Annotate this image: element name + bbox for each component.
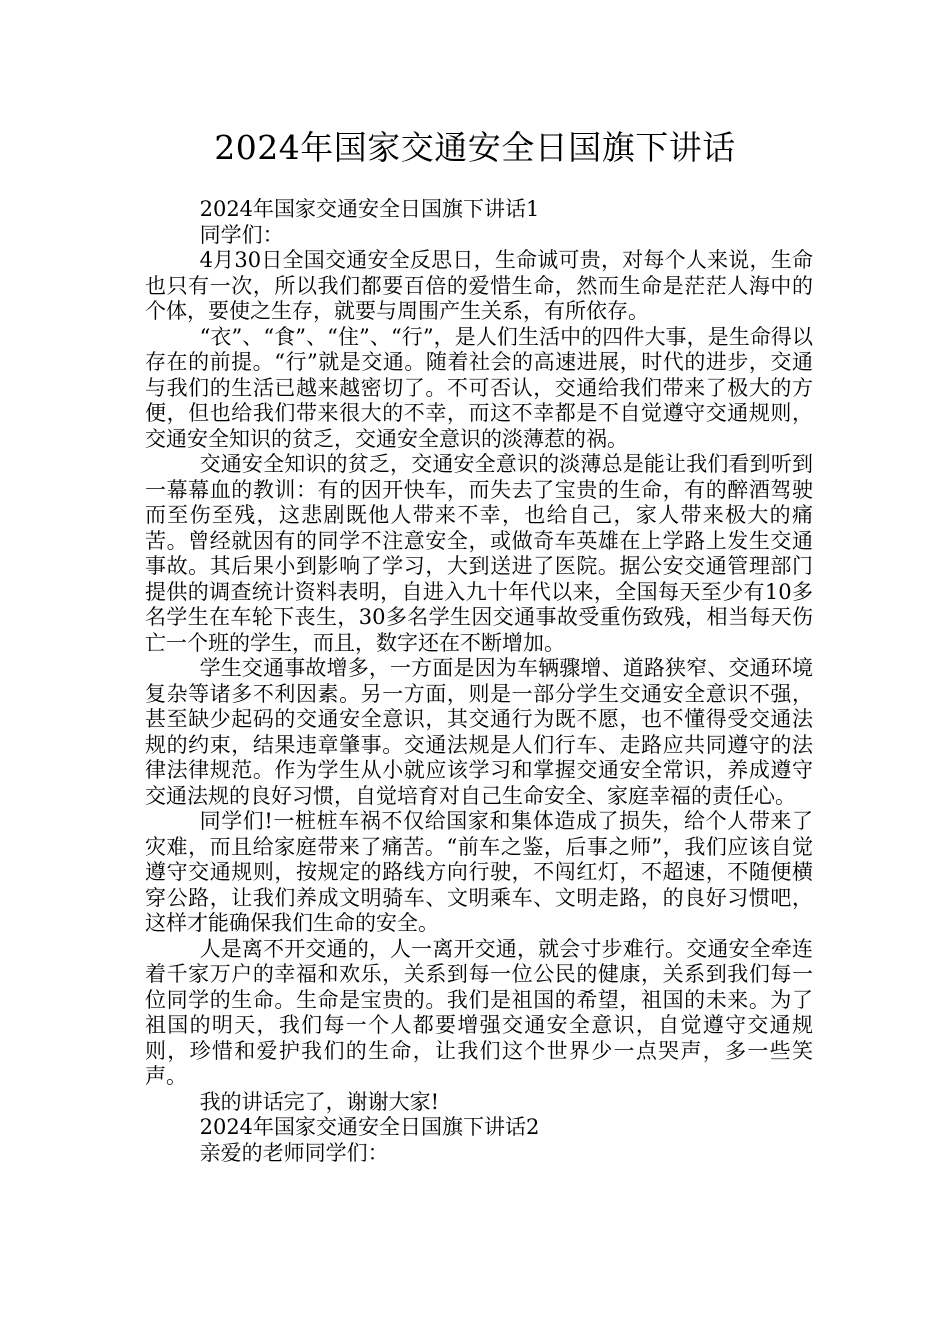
body-paragraph: 人是离不开交通的，人一离开交通，就会寸步难行。交通安全牵连着千家万户的幸福和欢乐，关系到每一位公民的健康，关系到我们每一位同学的生命。生命是宝贵的。我们是祖国的希望，祖国的未来。为了祖国的明天，我们每一个人都要增强交通安全意识，自觉遵守交通规则，珍惜和爱护我们的生命，让我们这个世界少一点哭声，多一些笑声。 [145,936,813,1088]
body-paragraph: 交通安全知识的贫乏，交通安全意识的淡薄总是能让我们看到听到一幕幕血的教训：有的因开快车，而失去了宝贵的生命，有的醉酒驾驶而至伤至残，这悲剧既他人带来不幸，也给自己，家人带来极大的痛苦。曾经就因有的同学不注意安全，或做奇车英雄在上学路上发生交通事故。其后果小到影响了学习，大到送进了医院。据公安交通管理部门提供的调查统计资料表明，自进入九十年代以来，全国每天至少有10多名学生在车轮下丧生，30多名学生因交通事故受重伤致残，相当每天伤亡一个班的学生，而且，数字还在不断增加。 [145,452,813,655]
document-body [145,197,813,1166]
closing-line: 我的讲话完了，谢谢大家! [199,1089,440,1114]
salutation-1: 同学们： [199,222,284,247]
body-paragraph: 学生交通事故增多，一方面是因为车辆骤增、道路狭窄、交通环境复杂等诸多不利因素。另一方面，则是一部分学生交通安全意识不强，甚至缺少起码的交通安全意识，其交通行为既不愿，也不懂得受交通法规的约束，结果违章肇事。交通法规是人们行车、走路应共同遵守的法律法律规范。作为学生从小就应该学习和掌握交通安全常识，养成遵守交通法规的良好习惯，自觉培育对自己生命安全、家庭幸福的责任心。 [145,656,813,808]
section-heading-2: 2024年国家交通安全日国旗下讲话2 [199,1115,540,1139]
salutation-2: 亲爱的老师同学们： [199,1140,389,1165]
section-heading-1: 2024年国家交通安全日国旗下讲话1 [199,197,540,221]
body-paragraph: 同学们!一桩桩车祸不仅给国家和集体造成了损失，给个人带来了灾难，而且给家庭带来了痛苦。“前车之鉴，后事之师”，我们应该自觉遵守交通规则，按规定的路线方向行驶，不闯红灯，不超速，不随便横穿公路，让我们养成文明骑车、文明乘车、文明走路，的良好习惯吧，这样才能确保我们生命的安全。 [145,809,813,935]
body-paragraph: “衣”、“食”、“住”、“行”，是人们生活中的四件大事，是生命得以存在的前提。“行”就是交通。随着社会的高速进展，时代的进步，交通与我们的生活已越来越密切了。不可否认，交通给我们带来了极大的方便，但也给我们带来很大的不幸，而这不幸都是不自觉遵守交通规则，交通安全知识的贫乏，交通安全意识的淡薄惹的祸。 [145,324,813,451]
body-paragraph: 4月30日全国交通安全反思日，生命诚可贵，对每个人来说，生命也只有一次，所以我们都要百倍的爱惜生命，然而生命是茫茫人海中的个体，要使之生存，就要与周围产生关系，有所依存。 [145,248,813,323]
document-title: 2024年国家交通安全日国旗下讲话 [214,128,736,167]
